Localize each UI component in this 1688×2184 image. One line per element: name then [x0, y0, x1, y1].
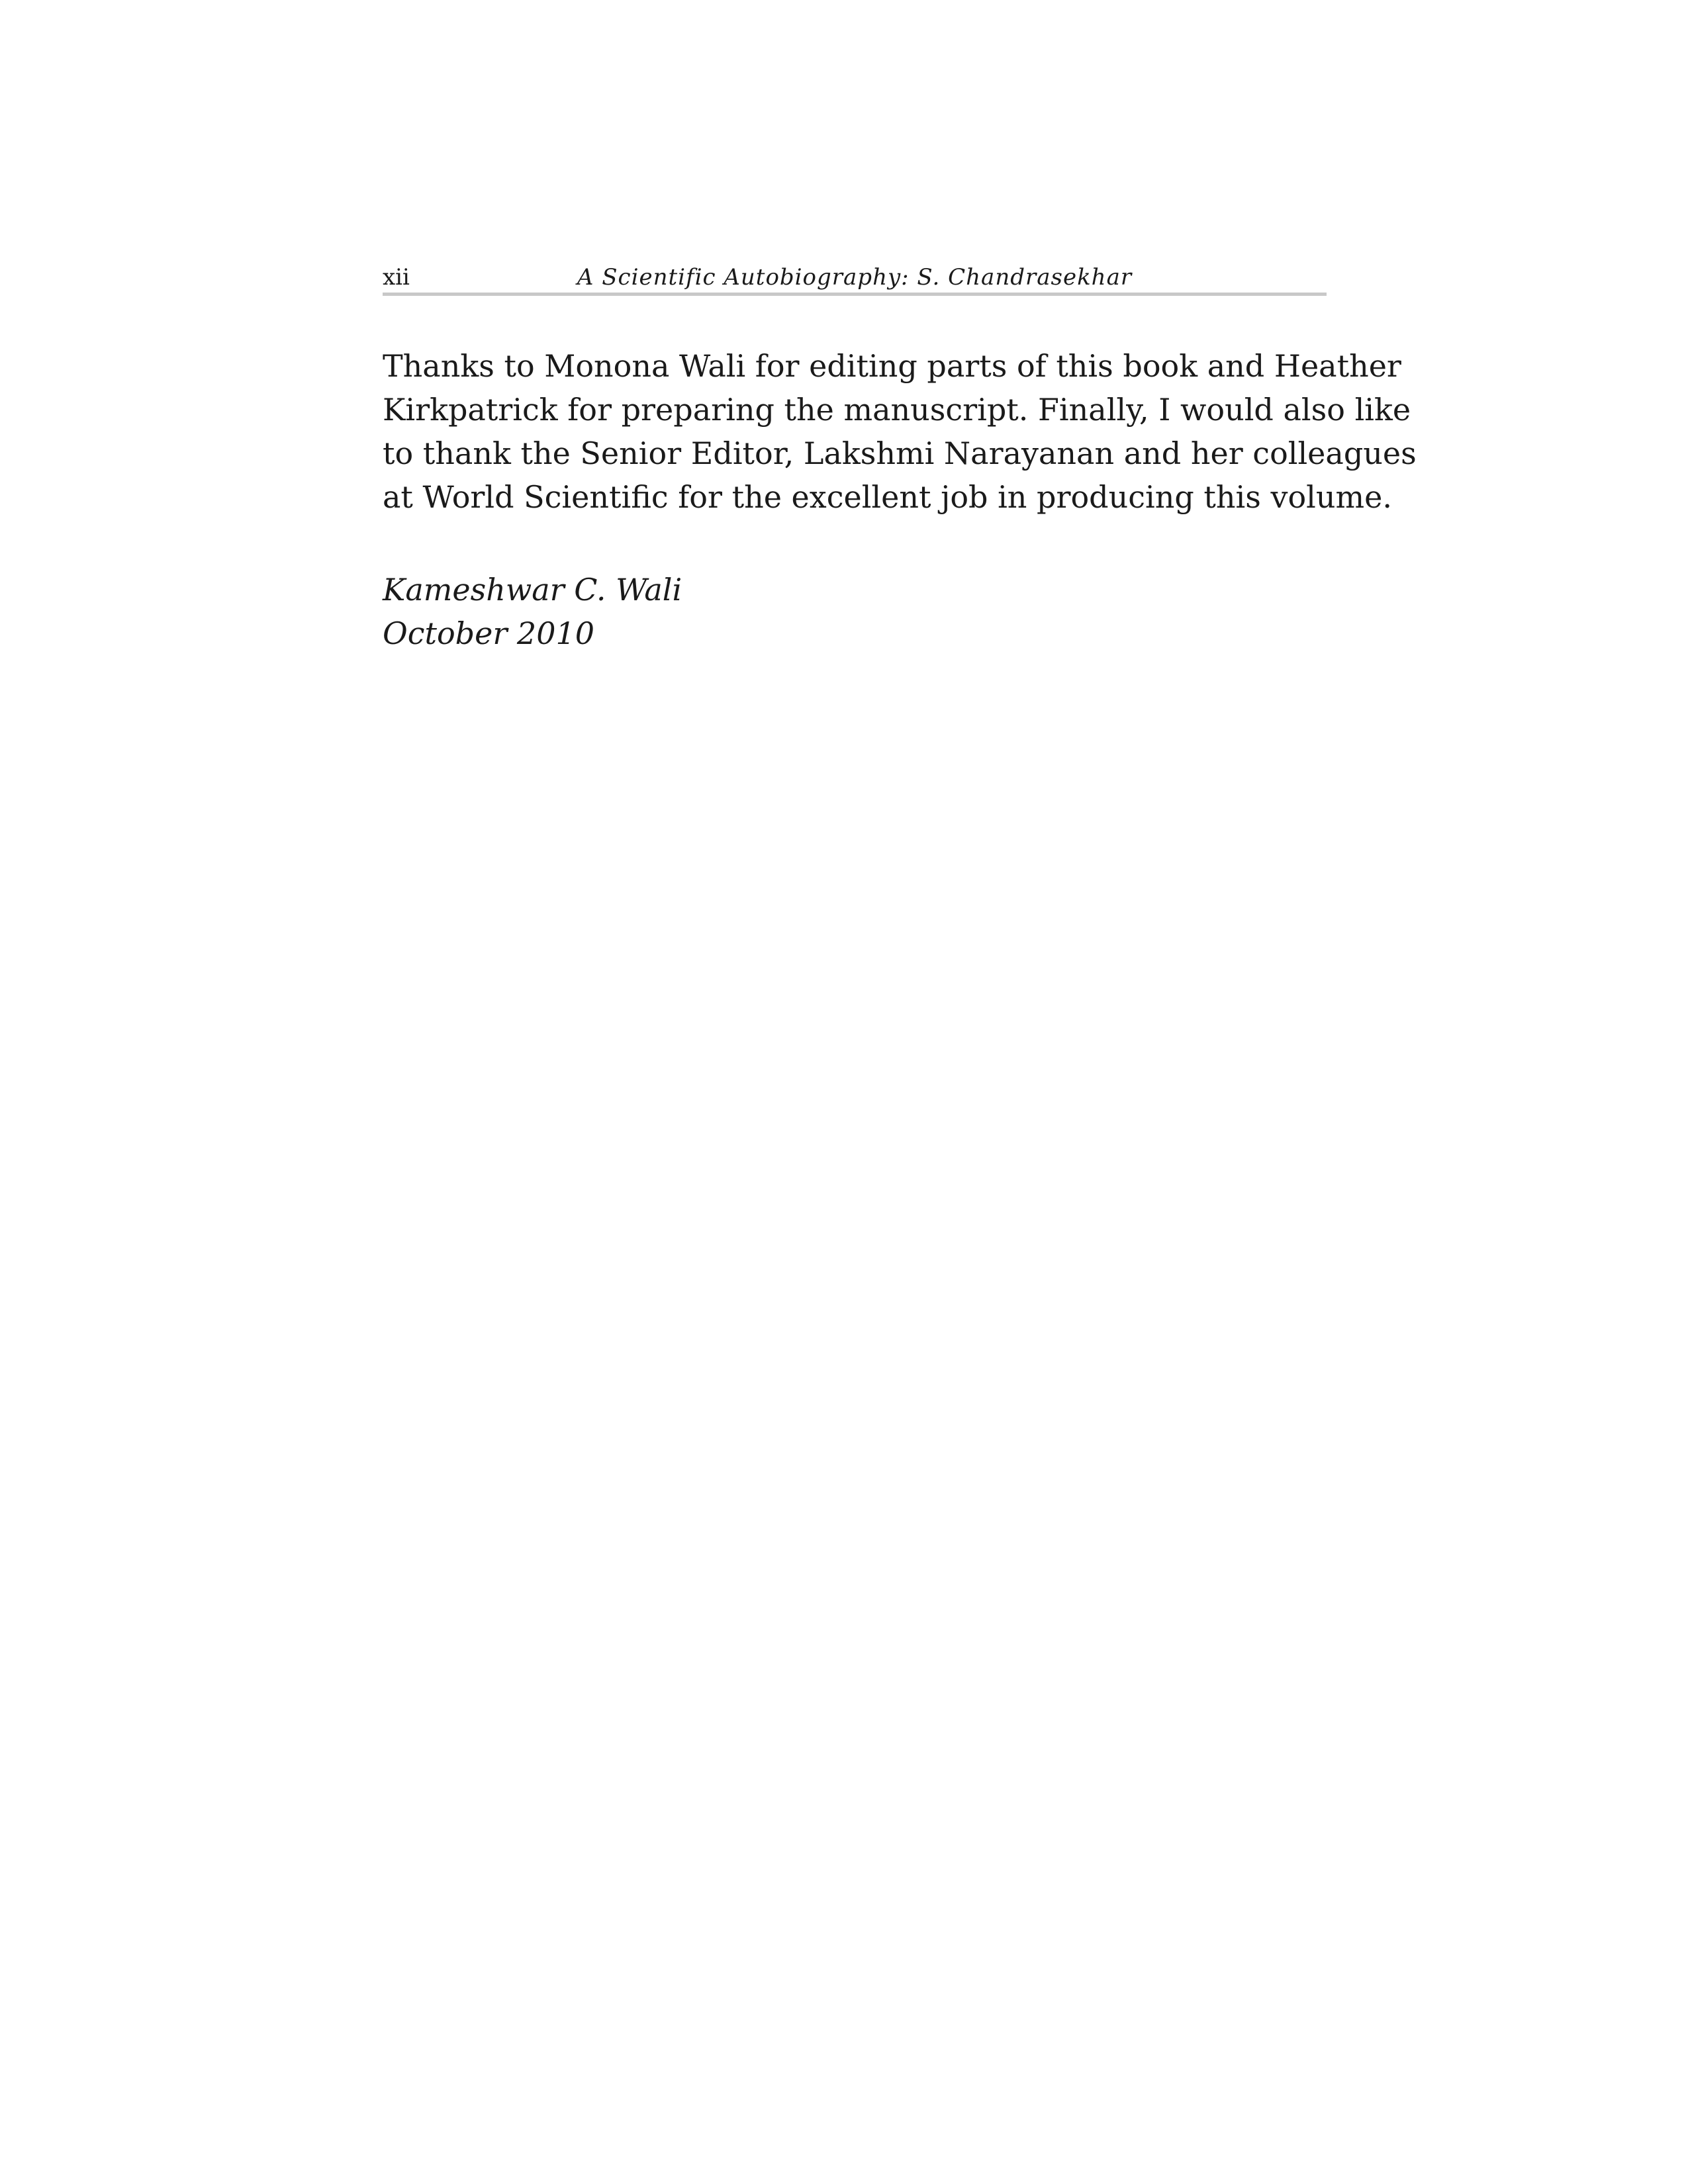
paragraph-line: Thanks to Monona Wali for editing parts of this book and Heather	[383, 348, 1401, 384]
signature-block	[383, 568, 682, 655]
paragraph-line: Kirkpatrick for preparing the manuscript. Finally, I would also like	[383, 392, 1411, 428]
running-head	[383, 262, 1327, 296]
paragraph-line: to thank the Senior Editor, Lakshmi Narayanan and her colleagues	[383, 435, 1417, 471]
paragraph-line: at World Scientific for the excellent job in producing this volume.	[383, 479, 1392, 515]
acknowledgement-paragraph	[383, 344, 1417, 519]
author-name: Kameshwar C. Wali	[383, 572, 682, 608]
running-title: A Scientific Autobiography: S. Chandrasekhar	[577, 264, 1133, 291]
signature-date: October 2010	[383, 615, 595, 651]
page-number: xii	[383, 264, 410, 291]
